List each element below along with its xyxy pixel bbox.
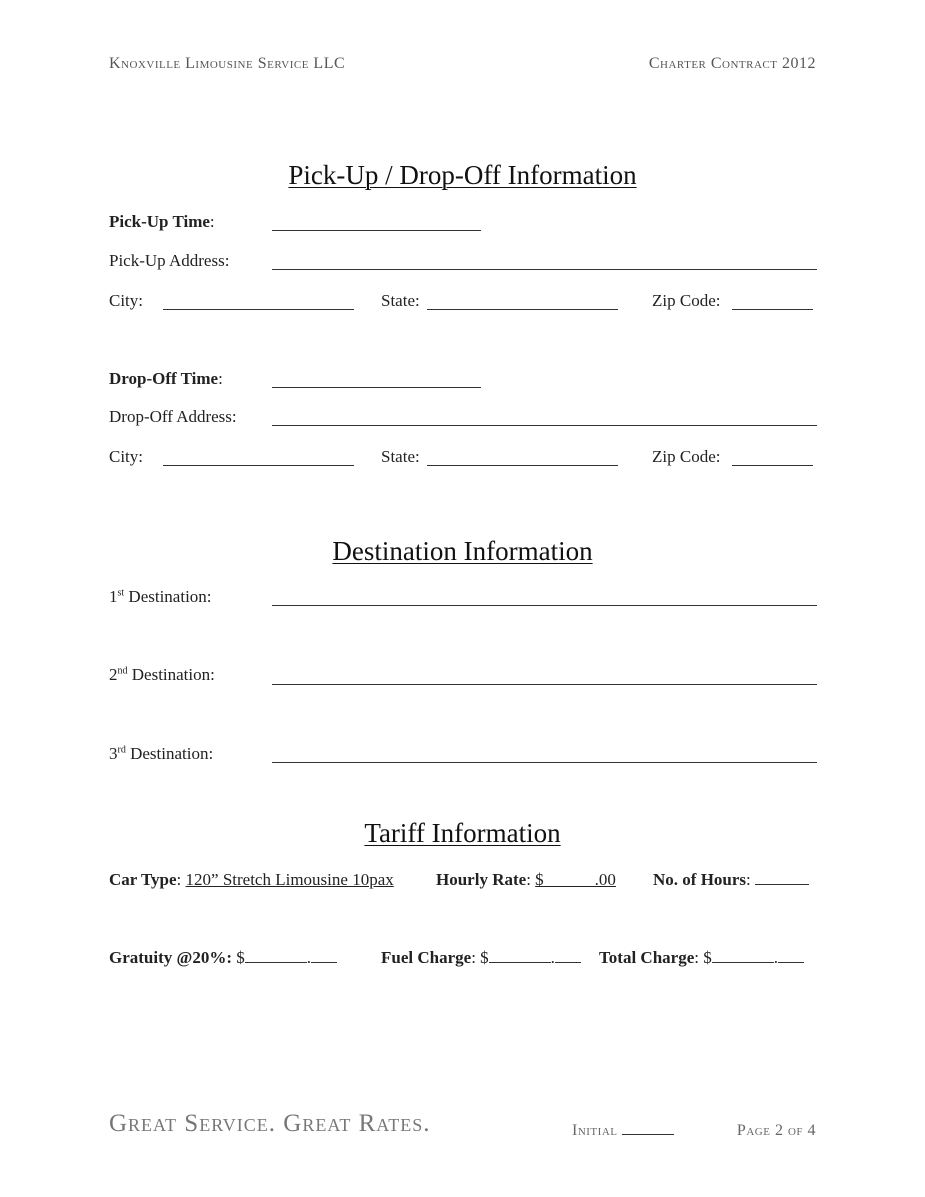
dropoff-time-field[interactable] xyxy=(272,387,481,388)
fuel-cents-field[interactable] xyxy=(555,948,581,963)
pickup-dropoff-title: Pick-Up / Drop-Off Information xyxy=(288,160,637,190)
total-field[interactable] xyxy=(712,948,774,963)
pickup-state-field[interactable] xyxy=(427,309,618,310)
destination-2-field[interactable] xyxy=(272,684,817,685)
pickup-zip-label: Zip Code: xyxy=(652,291,721,310)
pickup-zip-field[interactable] xyxy=(732,309,813,310)
total-row: Total Charge: $ . xyxy=(599,948,804,968)
footer-slogan: Great Service. Great Rates. xyxy=(109,1110,431,1137)
gratuity-field[interactable] xyxy=(245,948,307,963)
destination-1-label: 1st Destination: xyxy=(109,587,212,606)
hours-row: No. of Hours: xyxy=(653,870,809,890)
pickup-address-label: Pick-Up Address: xyxy=(109,251,230,270)
initial-field[interactable] xyxy=(622,1122,674,1135)
destination-2-label: 2nd Destination: xyxy=(109,665,215,684)
dropoff-state-label: State: xyxy=(381,447,420,466)
total-label: Total Charge xyxy=(599,948,695,967)
pickup-time-field[interactable] xyxy=(272,230,481,231)
dropoff-address-field[interactable] xyxy=(272,425,817,426)
gratuity-row: Gratuity @20%: $ . xyxy=(109,948,337,968)
destination-title: Destination Information xyxy=(332,536,593,566)
header-company: Knoxville Limousine Service LLC xyxy=(109,55,346,72)
hours-field[interactable] xyxy=(755,870,809,885)
dropoff-address-label: Drop-Off Address: xyxy=(109,407,237,426)
destination-1-field[interactable] xyxy=(272,605,817,606)
footer-page: Page 2 of 4 xyxy=(736,1122,816,1139)
footer-initial: Initial xyxy=(572,1122,674,1140)
dropoff-time-label: Drop-Off Time: xyxy=(109,369,223,388)
gratuity-label: Gratuity @20%: xyxy=(109,948,232,967)
dropoff-zip-field[interactable] xyxy=(732,465,813,466)
destination-3-label: 3rd Destination: xyxy=(109,744,214,763)
fuel-label: Fuel Charge xyxy=(381,948,472,967)
gratuity-cents-field[interactable] xyxy=(311,948,337,963)
hourly-rate-value[interactable]: $______.00 xyxy=(535,870,616,889)
dropoff-state-field[interactable] xyxy=(427,465,618,466)
car-type-value[interactable]: 120” Stretch Limousine 10pax xyxy=(185,870,394,889)
tariff-title: Tariff Information xyxy=(364,818,561,848)
fuel-field[interactable] xyxy=(489,948,551,963)
hours-label: No. of Hours xyxy=(653,870,747,889)
pickup-state-label: State: xyxy=(381,291,420,310)
pickup-time-label: Pick-Up Time: xyxy=(109,212,215,231)
pickup-city-label: City: xyxy=(109,291,144,310)
total-cents-field[interactable] xyxy=(778,948,804,963)
header-contract: Charter Contract 2012 xyxy=(648,55,816,72)
pickup-city-field[interactable] xyxy=(163,309,354,310)
dropoff-zip-label: Zip Code: xyxy=(652,447,721,466)
dropoff-city-field[interactable] xyxy=(163,465,354,466)
destination-3-field[interactable] xyxy=(272,762,817,763)
hourly-rate-row: Hourly Rate: $______.00 xyxy=(436,870,616,889)
car-type-label: Car Type xyxy=(109,870,177,889)
dropoff-city-label: City: xyxy=(109,447,144,466)
fuel-row: Fuel Charge: $ . xyxy=(381,948,581,968)
pickup-address-field[interactable] xyxy=(272,269,817,270)
hourly-rate-label: Hourly Rate xyxy=(436,870,527,889)
car-type-row: Car Type: 120” Stretch Limousine 10pax xyxy=(109,870,394,889)
